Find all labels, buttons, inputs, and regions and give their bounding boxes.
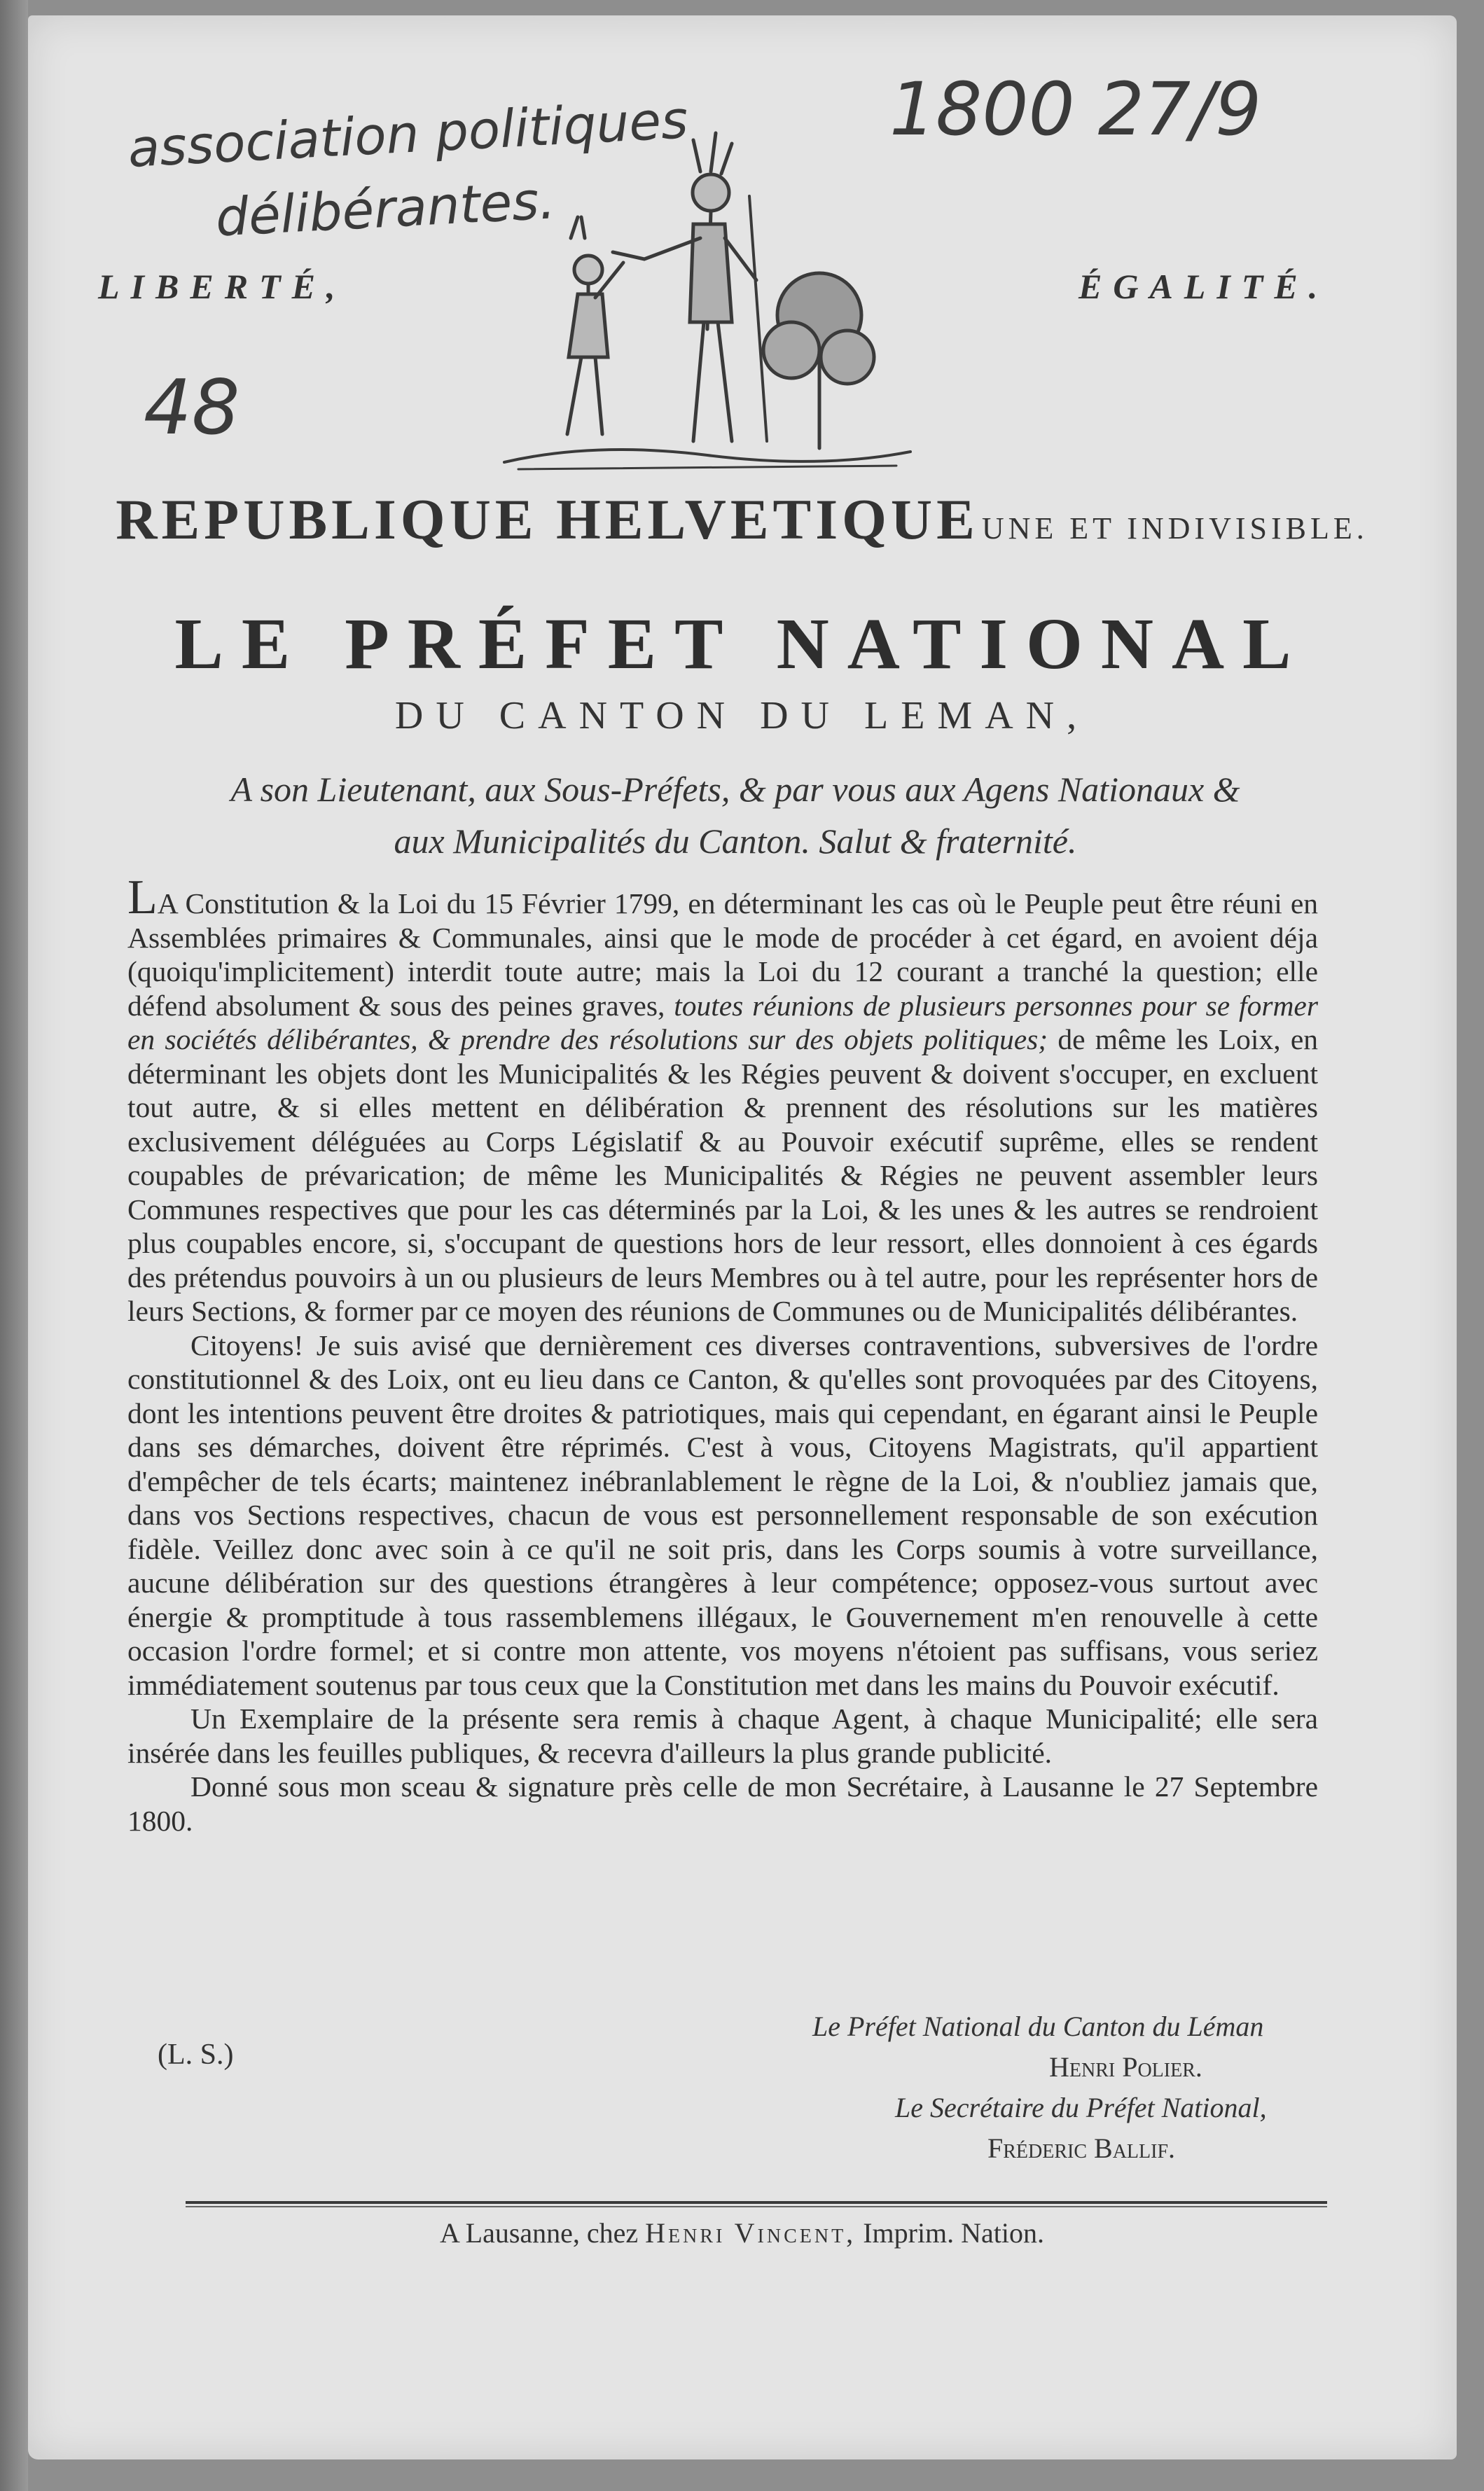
paragraph-2: Citoyens! Je suis avisé que dernièrement ces diverses contraventions, subversives de l'ordre constitutionnel & des Loix, ont eu lieu dans ce Canton, & qu'elles sont provoquées par des Citoyens, dont les intentions peuvent être droites & patriotiques, mais qui cependant, en égarant ainsi le Peuple dans ses démarches, doivent être réprimés. C'est à vous, Citoyens Magistrats, qu'il appartient d'empêcher de tels écarts; maintenez inébranlablement le règne de la Loi, & n'oubliez jamais que, dans vos Sections respectives, chacun de vous est personnellement responsable de son exécution fidèle. Veillez donc avec soin à ce qu'il ne soit pris, dans les Corps soumis à votre surveillance, aucune délibération sur des questions étrangères à leur compétence; opposez-vous surtout avec énergie & promptitude à tous rassemblemens illégaux, le Gouvernement m'en renouvelle à cette occasion l'ordre formel; et si contre mon attente, vos moyens n'étoient pas suffisans, vous seriez immédiatement soutenus par tous ceux que la Constitution met dans les mains du Pouvoir exécutif. xyxy=(127,1328,1318,1701)
imprint-line xyxy=(0,2216,1484,2249)
motto-liberte: LIBERTÉ, xyxy=(98,267,347,306)
paragraph-4: Donné sous mon sceau & signature près celle de mon Secrétaire, à Lausanne le 27 Septembre 1800. xyxy=(127,1770,1318,1837)
paragraph-1-part-a: A Constitution & la Loi du 15 Février 1799, en déterminant les cas où le Peuple peut être réuni en Assemblées primaires & Communales, ainsi que le mode de procéder à cet égard, en avoient déja (quoiqu'implicitement) interdit toute autre; mais la Loi du 12 courant a tranché la question; elle défend absolument & sous des peines graves, xyxy=(127,887,1318,1022)
imprint-suffix: Imprim. Nation. xyxy=(863,2217,1045,2249)
handwritten-note-line-1: association politiques xyxy=(126,90,690,179)
document-subtitle: DU CANTON DU LEMAN, xyxy=(394,694,1090,737)
motto-egalite: ÉGALITÉ. xyxy=(1079,267,1329,306)
paragraph-1-italic: toutes réunions de plusieurs personnes pour se former en sociétés délibérantes, & prendre des résolutions sur des objets politiques; xyxy=(127,989,1319,1055)
secretary-title: Le Secrétaire du Préfet National, xyxy=(895,2092,1267,2123)
tell-vignette-illustration xyxy=(490,112,924,476)
imprint-prefix: A Lausanne, chez xyxy=(439,2217,639,2249)
printer-name: Henri Vincent, xyxy=(645,2217,857,2249)
prefet-name: Henri Polier. xyxy=(1049,2051,1202,2083)
paragraph-1-part-b: de même les Loix, en déterminant les objets dont les Municipalités & les Régies peuvent & doivent s'occuper, en excluent tout autre, & si elles mettent en délibération & prennent des résolutions sur les matières exclusivement déléguées au Corps Législatif & au Pouvoir exécutif suprême, elles se rendent coupables de prévarication; de même les Municipalités & Régies ne peuvent assembler leurs Communes respectives que pour les cas déterminés par la Loi, & les unes & les autres se rendroient plus coupables encore, si, s'occupant de questions hors de leur ressort, elles donnoient à ces égards des prétendus pouvoirs à un ou plusieurs de leurs Membres ou à tel autre, pour les représenter hors de leurs Sections, & former par ce moyen des réunions de Communes ou de Municipalités délibérantes. xyxy=(127,1023,1319,1327)
address-line-2: aux Municipalités du Canton. Salut & fraternité. xyxy=(394,821,1077,861)
paragraph-3: Un Exemplaire de la présente sera remis à chaque Agent, à chaque Municipalité; elle sera insérée dans les feuilles publiques, & recevra d'ailleurs la plus grande publicité. xyxy=(127,1702,1318,1769)
prefet-title-signature: Le Préfet National du Canton du Léman xyxy=(812,2011,1264,2042)
seal-mark: (L. S.) xyxy=(158,2039,234,2071)
paragraph-1 xyxy=(127,870,1319,1328)
secretary-name: Fréderic Ballif. xyxy=(987,2132,1176,2164)
drop-cap: L xyxy=(127,870,158,924)
document-title: LE PRÉFET NATIONAL xyxy=(174,604,1310,684)
republic-name: REPUBLIQUE HELVETIQUE xyxy=(116,487,979,551)
adjacent-page-edge xyxy=(0,0,28,2491)
handwritten-number: 48 xyxy=(144,364,240,452)
body-text xyxy=(127,870,1319,1838)
republic-subtitle: UNE ET INDIVISIBLE. xyxy=(981,511,1368,546)
address-line-1: A son Lieutenant, aux Sous-Préfets, & par vous aux Agens Nationaux & xyxy=(230,770,1240,809)
handwritten-note-line-2: délibérantes. xyxy=(214,170,557,249)
republic-heading xyxy=(0,487,1484,553)
address-line xyxy=(130,763,1341,867)
handwritten-date: 1800 27/9 xyxy=(889,67,1262,152)
